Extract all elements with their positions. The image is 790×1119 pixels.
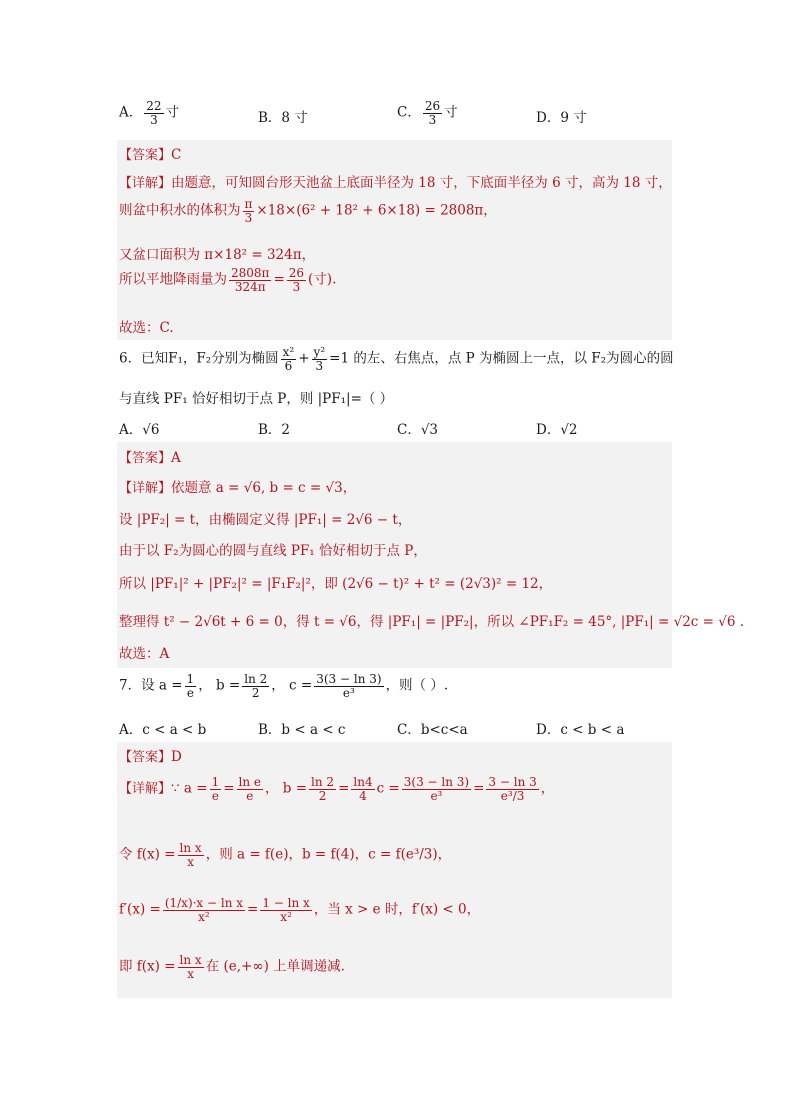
q5-option-c[interactable]: C． $\frac{26}{3}$ 寸 <box>397 99 458 127</box>
detail-line-3: f′(x) = $\frac{\text{(1/x)·x − ln x}}{\text{x²}}$ = $\frac{\text{1 − ln x}}{\text{x²}}$ ，当 x > e 时，f′(x) < 0， <box>119 896 481 924</box>
q6-option-b[interactable]: B．2 <box>258 422 291 438</box>
q7-option-a[interactable]: A．c < a < b <box>119 722 207 738</box>
detail-line-6: 故选：A <box>119 646 170 662</box>
q7-option-b[interactable]: B．b < a < c <box>258 722 346 738</box>
answer-line: 【答案】D <box>119 749 182 765</box>
q6-option-c[interactable]: C．√3 <box>397 422 439 438</box>
detail-line-5: 故选：C. <box>119 320 174 336</box>
detail-line-2: 设 |PF₂| = t，由椭圆定义得 |PF₁| = 2√6 − t， <box>119 512 412 528</box>
detail-line-3: 又盆口面积为 π×18² = 324π， <box>119 247 316 263</box>
detail-line-3: 由于以 F₂为圆心的圆与直线 PF₁ 恰好相切于点 P， <box>119 543 427 559</box>
q5-option-a[interactable]: A． $\frac{22}{3}$ 寸 <box>119 99 180 127</box>
detail-line-2: 则盆中积水的体积为 $\frac{\pi}{3}$ ×18×(6² + 18² + 6×18) = 2808π， <box>119 197 497 225</box>
detail-line-4: 所以 |PF₁|² + |PF₂|² = |F₁F₂|²，即 (2√6 − t)² + t² = (2√3)² = 12， <box>119 576 553 592</box>
detail-line-4: 即 f(x) = $\frac{\text{ln x}}{x}$ 在 (e,+∞) 上单调递减. <box>119 953 345 981</box>
q5-answer-block <box>117 140 672 340</box>
q6-option-a[interactable]: A．√6 <box>119 422 160 438</box>
q7-option-d[interactable]: D．c < b < a <box>536 722 625 738</box>
q5-option-b[interactable]: B．8 寸 <box>258 110 308 126</box>
q6-stem-line-2: 与直线 PF₁ 恰好相切于点 P，则 |PF₁|=（ ） <box>119 391 394 407</box>
fraction: $\frac{22}{3}$ <box>146 99 162 127</box>
q7-answer-block <box>117 742 672 998</box>
detail-line-5: 整理得 t² − 2√6t + 6 = 0，得 t = √6，得 |PF₁| = |PF₂|，所以 ∠PF₁F₂ = 45°, |PF₁| = √2c = √6 . <box>119 614 745 630</box>
q6-answer-block <box>117 442 745 668</box>
q6-option-d[interactable]: D．√2 <box>536 422 578 438</box>
fraction: $\frac{26}{3}$ <box>424 99 441 127</box>
answer-line: 【答案】C <box>119 147 182 163</box>
detail-line-2: 令 f(x) = $\frac{\text{ln x}}{x}$ ，则 a = f(e)，b = f(4)，c = f(e³/3)， <box>119 841 452 869</box>
detail-line-1: 【详解】依题意 a = √6, b = c = √3， <box>119 480 357 496</box>
q5-option-d[interactable]: D．9 寸 <box>536 110 587 126</box>
q7-stem: 7．设 a = $\frac{1}{e}$ ， b = $\frac{\ln 2}{2}$ ， c = $\frac{3(3 - \ln 3)}{\text{e³}}$ ，则（ ）. <box>119 672 449 700</box>
detail-line-1: 【详解】由题意，可知圆台形天池盆上底面半径为 18 寸，下底面半径为 6 寸，高为 18 寸， <box>119 175 672 191</box>
detail-line-4: 所以平地降雨量为 $\frac{2808\pi}{324\pi}$ = $\frac{26}{3}$ (寸). <box>119 266 337 294</box>
q7-option-c[interactable]: C．b<c<a <box>397 722 468 738</box>
detail-line-1: 【详解】∵ a = $\frac{1}{e}$ = $\frac{\text{ln e}}{e}$ ， b = $\frac{\ln 2}{2}$ = $\frac{\ln 4}{4}$ c = $\frac{3(3 - \ln 3)}{\text{e³}}$ = $\frac{3 - \ln 3}{\text{e³/3}}$ ， <box>119 775 555 803</box>
q6-stem-line-1: 6．已知F₁，F₂分别为椭圆 $\frac{\text{x²}}{6}$ + $\frac{\text{y²}}{3}$ =1 的左、右焦点，点 P 为椭圆上一点，以 F₂为圆心的圆 <box>119 345 674 373</box>
answer-line: 【答案】A <box>119 450 181 466</box>
